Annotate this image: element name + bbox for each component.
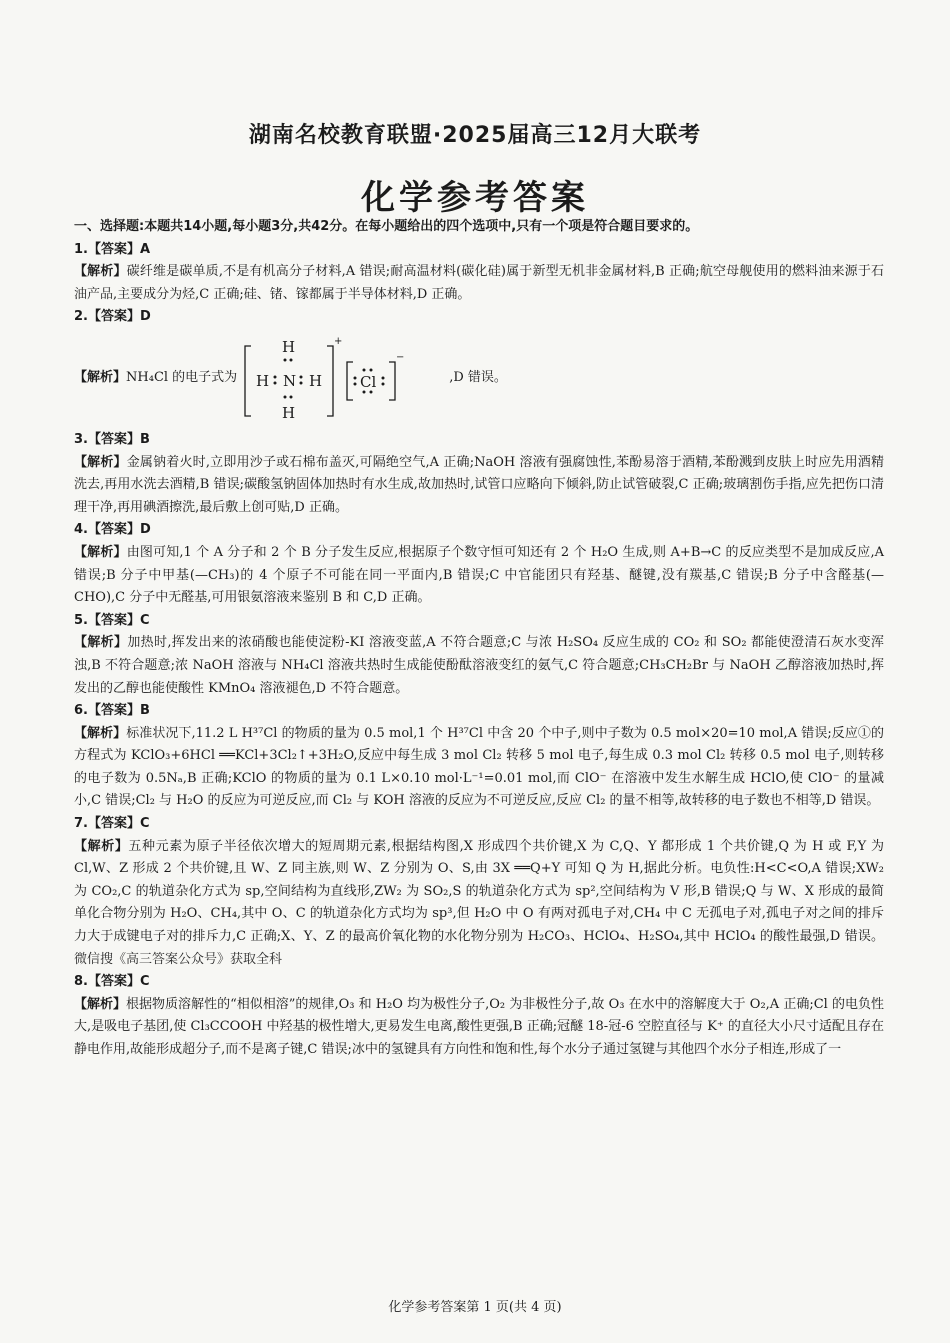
atom-n: N — [283, 371, 297, 390]
section-intro: 一、选择题:本题共14小题,每小题3分,共42分。在每小题给出的四个选项中,只有一个项是符合题目要求的。 — [74, 219, 699, 234]
analysis-label: 【解析】 — [74, 635, 128, 651]
answer-line — [74, 610, 884, 633]
answer-value: D — [140, 522, 151, 538]
analysis-label: 【解析】 — [74, 369, 127, 385]
watermark-text: 微信搜《高三答案公众号》获取全科 — [74, 951, 283, 967]
answer-line — [74, 700, 884, 723]
question-number: 1. — [74, 241, 88, 257]
question-7 — [74, 813, 884, 971]
question-number: 8. — [74, 974, 88, 990]
analysis-label: 【解析】 — [74, 996, 127, 1012]
question-6 — [74, 700, 884, 813]
answer-label: 【答案】 — [87, 309, 140, 325]
analysis-paragraph — [74, 261, 884, 306]
analysis-paragraph — [74, 452, 884, 520]
question-number: 7. — [74, 816, 88, 832]
question-8 — [74, 971, 884, 1061]
atom-h-top: H — [282, 337, 296, 356]
question-1 — [74, 239, 884, 307]
question-number: 4. — [74, 522, 88, 538]
answer-value: B — [140, 703, 150, 719]
answer-value: C — [140, 816, 150, 832]
atom-h-left: H — [256, 371, 270, 390]
exam-title: 湖南名校教育联盟·2025届高三12月大联考 — [248, 123, 702, 148]
answer-label: 【答案】 — [87, 974, 140, 990]
analysis-label: 【解析】 — [74, 725, 127, 741]
analysis-paragraph — [74, 632, 884, 700]
nh4cl-lewis-structure — [243, 332, 443, 424]
analysis-label: 【解析】 — [74, 838, 129, 854]
answer-line — [74, 813, 884, 836]
atom-h-right: H — [309, 371, 323, 390]
answer-line — [74, 429, 884, 452]
analysis-paragraph — [74, 542, 884, 610]
analysis-text: 五种元素为原子半径依次增大的短周期元素,根据结构图,X 形成四个共价键,X 为 C,Q、Y 都形成 1 个共价键,Q 为 H 或 F,Y 为 Cl,W、Z 形成 2 个共价键,且 W、Z 同主族,则 W、Z 分别为 O、S,由 3X ══Q+Y 可知 Q 为 H,据此分析。电负性:H<C<O,A 错误;XW₂ 为 CO₂,C 的轨道杂化方式为 sp,空间结构为直线形,ZW₂ 为 SO₂,S 的轨道杂化方式为 sp²,空间结构为 V 形,B 错误;Q 与 W、X 形成的最简单化合物分别为 H₂O、CH₄,其中 O、C 的轨道杂化方式均为 sp³,但 H₂O 中 O 有两对孤电子对,CH₄ 中 C 无孤电子对,孤电子对之间的排斥力大于成键电子对的排斥力,C 正确;X、Y、Z 的最高价氧化物的水化物分别为 H₂CO₃、HClO₄、H₂SO₄,其中 HClO₄ 的酸性最强,D 错误。 — [74, 838, 884, 945]
page-title: 化学参考答案 — [361, 178, 589, 218]
question-number: 6. — [74, 703, 88, 719]
page-footer: 化学参考答案第 1 页(共 4 页) — [388, 1300, 562, 1315]
analysis-paragraph — [74, 723, 884, 813]
answer-label: 【答案】 — [87, 522, 140, 538]
analysis-conclusion: ,D 错误。 — [449, 369, 507, 385]
analysis-text: 由图可知,1 个 A 分子和 2 个 B 分子发生反应,根据原子个数守恒可知还有 2 个 H₂O 生成,则 A+B→C 的反应类型不是加成反应,A 错误;B 分子中甲基(—CH₃)的 4 个原子不可能在同一平面内,B 错误;C 中官能团只有羟基、醚键,没有羰基,C 错误;B 分子中含醛基(—CHO),C 分子中无醛基,可用银氨溶液来鉴别 B 和 C,D 正确。 — [74, 544, 884, 606]
answer-value: C — [140, 612, 150, 628]
answer-line — [74, 519, 884, 542]
charge-minus: − — [396, 351, 405, 363]
analysis-text: 金属钠着火时,立即用沙子或石棉布盖灭,可隔绝空气,A 正确;NaOH 溶液有强腐蚀性,苯酚易溶于酒精,苯酚溅到皮肤上时应先用酒精洗去,再用水洗去酒精,B 错误;碳酸氢钠固体加热时有水生成,故加热时,试管口应略向下倾斜,防止试管破裂,C 正确;玻璃割伤手指,应先把伤口清理干净,再用碘酒擦洗,最后敷上创可贴,D 正确。 — [74, 454, 884, 515]
answer-label: 【答案】 — [87, 703, 140, 719]
answer-line — [74, 971, 884, 994]
answer-label: 【答案】 — [87, 431, 140, 447]
charge-plus: + — [334, 335, 343, 347]
analysis-paragraph — [74, 994, 884, 1062]
answer-value: C — [140, 974, 150, 990]
answer-value: A — [140, 241, 151, 257]
answer-content — [74, 216, 884, 1062]
question-number: 2. — [74, 309, 88, 325]
answer-label: 【答案】 — [87, 241, 140, 257]
answer-line — [74, 306, 884, 329]
question-4 — [74, 519, 884, 609]
question-2 — [74, 306, 884, 425]
analysis-paragraph — [74, 331, 884, 425]
answer-label: 【答案】 — [87, 612, 140, 628]
question-number: 5. — [74, 612, 88, 628]
answer-value: B — [140, 431, 150, 447]
answer-value: D — [140, 309, 151, 325]
answer-line — [74, 239, 884, 262]
answer-label: 【答案】 — [87, 816, 140, 832]
analysis-text: 根据物质溶解性的“相似相溶”的规律,O₃ 和 H₂O 均为极性分子,O₂ 为非极性分子,故 O₃ 在水中的溶解度大于 O₂,A 正确;Cl 的电负性大,是吸电子基团,使 Cl₃CCOOH 中羟基的极性增大,更易发生电离,酸性更强,B 正确;冠醚 18-冠-6 空腔直径与 K⁺ 的直径大小尺寸适配且存在静电作用,故能形成超分子,而不是离子键,C 错误;冰中的氢键具有方向性和饱和性,每个水分子通过氢键与其他四个水分子相连,形成了一 — [74, 996, 884, 1057]
analysis-paragraph — [74, 836, 884, 972]
analysis-text: NH₄Cl 的电子式为 — [126, 369, 238, 385]
analysis-text: 加热时,挥发出来的浓硝酸也能使淀粉-KI 溶液变蓝,A 不符合题意;C 与浓 H₂SO₄ 反应生成的 CO₂ 和 SO₂ 都能使澄清石灰水变浑浊,B 不符合题意;浓 NaOH 溶液与 NH₄Cl 溶液共热时生成能使酚酞溶液变红的氨气,C 符合题意;CH₃CH₂Br 与 NaOH 乙醇溶液加热时,挥发出的乙醇也能使酸性 KMnO₄ 溶液褪色,D 不符合题意。 — [74, 635, 884, 696]
analysis-label: 【解析】 — [74, 544, 127, 560]
analysis-text: 碳纤维是碳单质,不是有机高分子材料,A 错误;耐高温材料(碳化硅)属于新型无机非金属材料,B 正确;航空母舰使用的燃料油来源于石油产品,主要成分为烃,C 正确;硅、锗、镓都属于半导体材料,D 正确。 — [74, 264, 884, 302]
atom-cl: Cl — [360, 372, 377, 391]
analysis-text: 标准状况下,11.2 L H³⁷Cl 的物质的量为 0.5 mol,1 个 H³⁷Cl 中含 20 个中子,则中子数为 0.5 mol×20=10 mol,A 错误;反应①的方程式为 KClO₃+6HCl ══KCl+3Cl₂↑+3H₂O,反应中每生成 3 mol Cl₂ 转移 5 mol 电子,每生成 0.3 mol Cl₂ 转移 0.5 mol 电子,则转移的电子数为 0.5Nₐ,B 正确;KClO 的物质的量为 0.1 L×0.10 mol·L⁻¹=0.01 mol,而 ClO⁻ 在溶液中发生水解生成 HClO,使 ClO⁻ 的量减小,C 错误;Cl₂ 与 H₂O 的反应为可逆反应,而 Cl₂ 与 KOH 溶液的反应为不可逆反应,反应 Cl₂ 的量不相等,故转移的电子数也不相等,D 错误。 — [74, 725, 884, 809]
analysis-label: 【解析】 — [74, 454, 127, 470]
atom-h-bottom: H — [282, 403, 296, 422]
question-number: 3. — [74, 431, 88, 447]
question-3 — [74, 429, 884, 519]
question-5 — [74, 610, 884, 700]
analysis-label: 【解析】 — [74, 264, 127, 280]
